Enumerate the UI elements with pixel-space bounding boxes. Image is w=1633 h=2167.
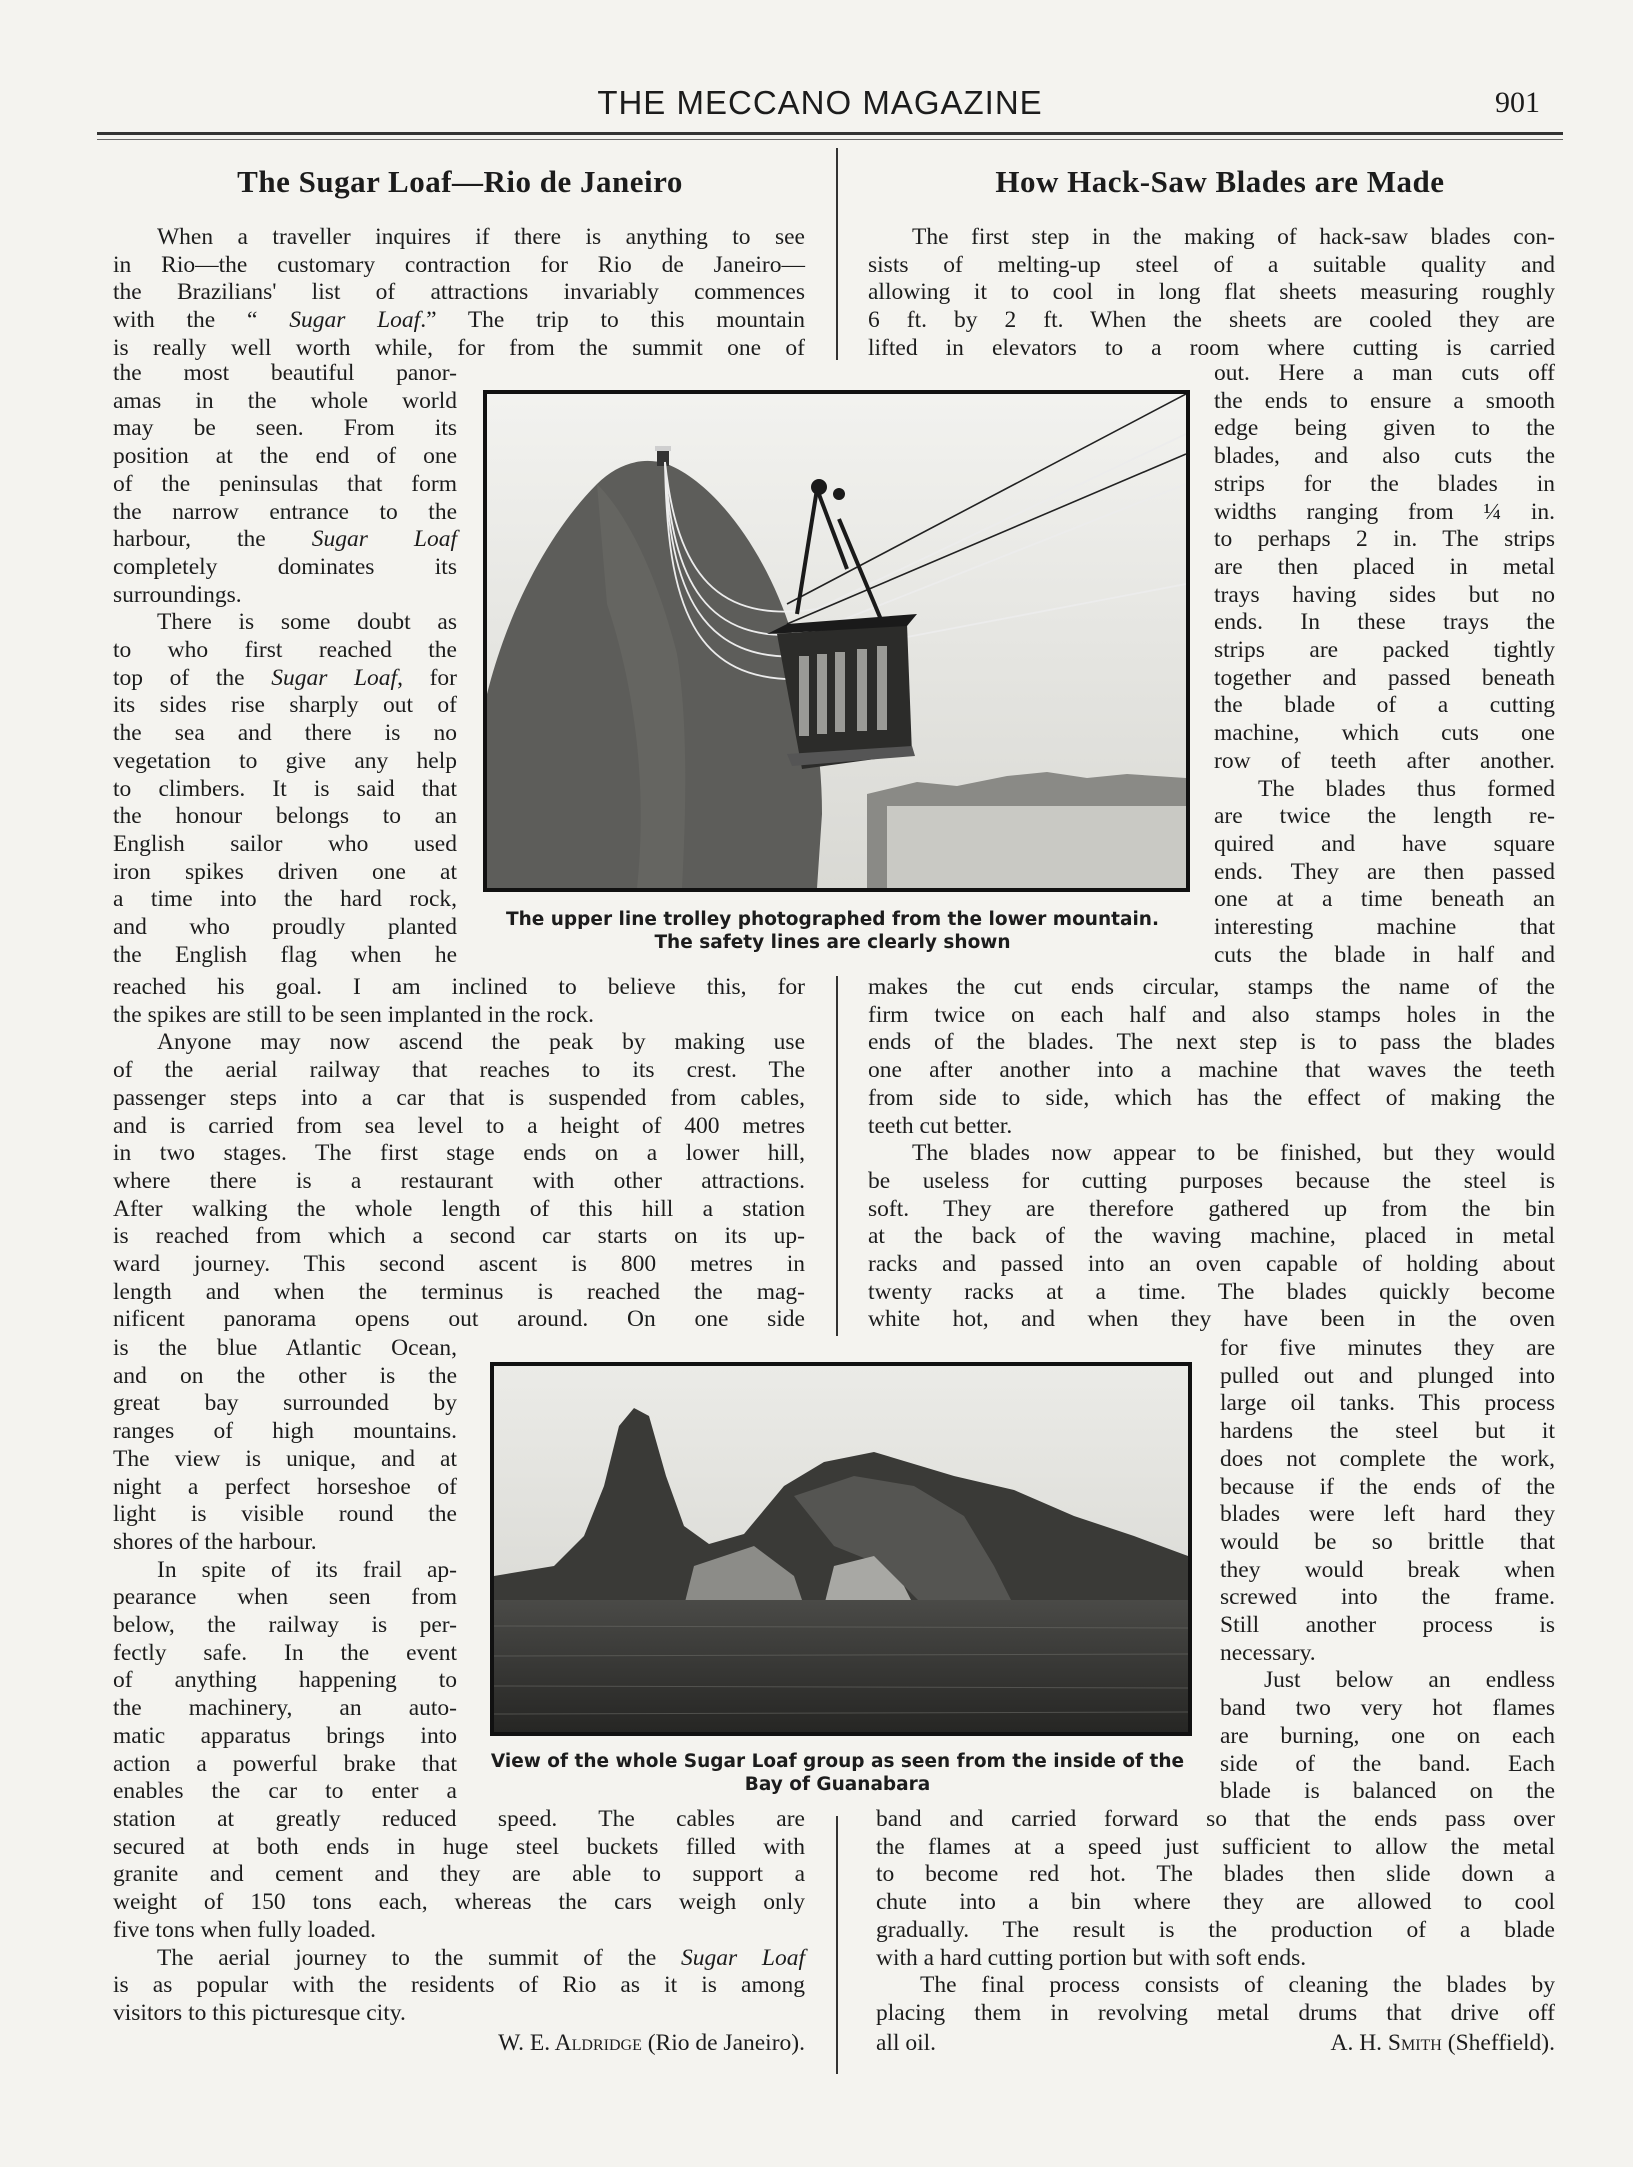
text-line: iron spikes driven one at — [113, 858, 457, 885]
header-rule-thin — [97, 139, 1563, 140]
text-line: The view is unique, and at — [113, 1445, 457, 1472]
text-line: hardens the steel but it — [1220, 1418, 1555, 1445]
column-divider-middle — [836, 976, 838, 1336]
text-line: does not complete the work, — [1220, 1445, 1555, 1472]
text-line: reached his goal. I am inclined to believe this, for — [113, 974, 805, 1000]
text-line: the honour belongs to an — [113, 803, 457, 830]
right-bottom-text — [876, 1806, 1555, 2028]
text-line: fectly safe. In the event — [113, 1639, 457, 1666]
text-line: the narrow entrance to the — [113, 498, 457, 525]
text-line: When a traveller inquires if there is anything to see — [157, 224, 805, 250]
text-line: chute into a bin where they are allowed to cool — [876, 1889, 1555, 1916]
text-line: blades were left hard they — [1220, 1501, 1555, 1528]
text-line: gradually. The result is the production of a blade — [876, 1916, 1555, 1943]
text-line: one at a time beneath an — [1214, 886, 1555, 913]
text-line: vegetation to give any help — [113, 747, 457, 774]
text-line: top of the Sugar Loaf, for — [113, 664, 457, 691]
right-author: A. H. Smith — [1330, 2030, 1442, 2056]
text-line: and who proudly planted — [113, 914, 457, 941]
text-line: band and carried forward so that the ends pass over — [876, 1806, 1555, 1832]
text-line: to perhaps 2 in. The strips — [1214, 526, 1555, 553]
text-line: shores of the harbour. — [113, 1528, 317, 1555]
bay-photo-image — [494, 1366, 1188, 1732]
text-line: of the aerial railway that reaches to its crest. The — [113, 1057, 805, 1084]
right-top-text — [868, 224, 1555, 363]
header-rule — [97, 132, 1563, 135]
text-line: surroundings. — [113, 581, 242, 608]
text-line: visitors to this picturesque city. — [113, 1999, 406, 2026]
column-divider-bottom — [836, 1816, 838, 2074]
text-line: the ends to ensure a smooth — [1214, 387, 1555, 414]
text-line: at the back of the waving machine, placed in metal — [868, 1223, 1555, 1250]
text-line: nificent panorama opens out around. On one side — [113, 1306, 805, 1333]
text-line: to climbers. It is said that — [113, 775, 457, 802]
trolley-caption-line-1: The upper line trolley photographed from the lower mountain. — [505, 909, 1159, 930]
trolley-photo-image — [487, 394, 1186, 888]
text-line: strips for the blades in — [1214, 470, 1555, 497]
text-line: firm twice on each half and also stamps holes in the — [868, 1001, 1555, 1028]
text-line: secured at both ends in huge steel buckets filled with — [113, 1833, 805, 1860]
text-line: with the “ Sugar Loaf.” The trip to this mountain — [113, 307, 805, 334]
text-line: The blades now appear to be finished, but they would — [912, 1140, 1555, 1167]
text-line: 6 ft. by 2 ft. When the sheets are cooled they are — [868, 307, 1555, 334]
text-line: strips are packed tightly — [1214, 637, 1555, 664]
trolley-caption-line-2: The safety lines are clearly shown — [654, 932, 1011, 953]
text-line: racks and passed into an oven capable of holding about — [868, 1251, 1555, 1278]
magazine-title: THE MECCANO MAGAZINE — [597, 84, 1043, 121]
text-line: to who first reached the — [113, 637, 457, 664]
text-line: is as popular with the residents of Rio as it is among — [113, 1972, 805, 1999]
text-line: to become red hot. The blades then slide down a — [876, 1861, 1555, 1888]
text-line: trays having sides but no — [1214, 581, 1555, 608]
text-line: placing them in revolving metal drums that drive off — [876, 1999, 1555, 2026]
masthead — [100, 84, 1540, 134]
text-line: ends. In these trays the — [1214, 609, 1555, 636]
text-line: of the peninsulas that form — [113, 470, 457, 497]
text-line: teeth cut better. — [868, 1112, 1013, 1139]
text-line: is the blue Atlantic Ocean, — [113, 1335, 457, 1361]
text-line: the blade of a cutting — [1214, 692, 1555, 719]
text-line: are twice the length re- — [1214, 803, 1555, 830]
text-line: Just below an endless — [1264, 1667, 1555, 1694]
text-line: screwed into the frame. — [1220, 1584, 1555, 1611]
text-line: is really well worth while, for from the summit one of — [113, 334, 805, 361]
text-line: great bay surrounded by — [113, 1390, 457, 1417]
text-line: are burning, one on each — [1220, 1722, 1555, 1749]
text-line: where there is a restaurant with other attractions. — [113, 1167, 805, 1194]
text-line: a time into the hard rock, — [113, 886, 457, 913]
text-line: is reached from which a second car starts on its up- — [113, 1223, 805, 1250]
text-line: ranges of high mountains. — [113, 1418, 457, 1445]
text-line: The final process consists of cleaning the blades by — [920, 1972, 1555, 1999]
text-line: blade is balanced on the — [1220, 1778, 1555, 1805]
text-line: The first step in the making of hack-saw blades con- — [912, 224, 1555, 250]
text-line: night a perfect horseshoe of — [113, 1473, 457, 1500]
text-line: makes the cut ends circular, stamps the name of the — [868, 974, 1555, 1000]
text-line: ward journey. This second ascent is 800 metres in — [113, 1251, 805, 1278]
page-number: 901 — [1495, 86, 1540, 119]
text-line: In spite of its frail ap- — [157, 1556, 457, 1583]
left-narrow-text-2 — [113, 1335, 457, 1806]
text-line: with a hard cutting portion but with soft ends. — [876, 1944, 1307, 1971]
text-line: There is some doubt as — [157, 609, 457, 636]
text-line: one after another into a machine that waves the teeth — [868, 1057, 1555, 1084]
bay-caption-line-2: Bay of Guanabara — [744, 1774, 931, 1795]
text-line: five tons when fully loaded. — [113, 1916, 377, 1943]
text-line: light is visible round the — [113, 1501, 457, 1528]
text-line: are then placed in metal — [1214, 553, 1555, 580]
text-line: soft. They are therefore gathered up from the bin — [868, 1195, 1555, 1222]
text-line: cuts the blade in half and — [1214, 941, 1555, 968]
text-line: they would break when — [1220, 1556, 1555, 1583]
text-line: length and when the terminus is reached the mag- — [113, 1278, 805, 1305]
bay-caption — [470, 1750, 1205, 1796]
text-line: pulled out and plunged into — [1220, 1362, 1555, 1389]
text-line: white hot, and when they have been in the oven — [868, 1306, 1555, 1333]
text-line: from side to side, which has the effect of making the — [868, 1084, 1555, 1111]
left-bottom-text — [113, 1806, 805, 2028]
left-top-text — [113, 224, 805, 363]
text-line: Still another process is — [1220, 1612, 1555, 1639]
bay-caption-line-1: View of the whole Sugar Loaf group as seen from the inside of the — [490, 1751, 1185, 1772]
text-line: blades, and also cuts the — [1214, 443, 1555, 470]
right-last-words: all oil. — [876, 2030, 937, 2056]
left-narrow-text-1 — [113, 360, 457, 969]
text-line: interesting machine that — [1214, 914, 1555, 941]
text-line: of anything happening to — [113, 1667, 457, 1694]
text-line: lifted in elevators to a room where cutting is carried — [868, 334, 1555, 361]
text-line: passenger steps into a car that is suspended from cables, — [113, 1084, 805, 1111]
text-line: because if the ends of the — [1220, 1473, 1555, 1500]
text-line: together and passed beneath — [1214, 664, 1555, 691]
trolley-photo — [483, 390, 1190, 892]
text-line: The blades thus formed — [1258, 775, 1555, 802]
right-narrow-text-2 — [1220, 1335, 1555, 1806]
text-line: amas in the whole world — [113, 387, 457, 414]
text-line: weight of 150 tons each, whereas the cars weigh only — [113, 1889, 805, 1916]
text-line: harbour, the Sugar Loaf — [113, 526, 457, 553]
text-line: the flames at a speed just sufficient to allow the metal — [876, 1833, 1555, 1860]
right-middle-text — [868, 974, 1555, 1334]
text-line: and on the other is the — [113, 1362, 457, 1389]
text-line: be useless for cutting purposes because the steel is — [868, 1167, 1555, 1194]
text-line: machine, which cuts one — [1214, 720, 1555, 747]
right-author-place: (Sheffield). — [1447, 2030, 1555, 2056]
left-author-place: (Rio de Janeiro). — [647, 2030, 805, 2056]
text-line: in Rio—the customary contraction for Rio de Janeiro— — [113, 251, 805, 278]
text-line: and is carried from sea level to a height of 400 metres — [113, 1112, 805, 1139]
text-line: row of teeth after another. — [1214, 747, 1555, 774]
text-line: sists of melting-up steel of a suitable quality and — [868, 251, 1555, 278]
text-line: quired and have square — [1214, 830, 1555, 857]
bay-photo — [490, 1362, 1192, 1736]
text-line: in two stages. The first stage ends on a lower hill, — [113, 1140, 805, 1167]
text-line: completely dominates its — [113, 553, 457, 580]
text-line: matic apparatus brings into — [113, 1722, 457, 1749]
text-line: twenty racks at a time. The blades quickly become — [868, 1278, 1555, 1305]
left-middle-text — [113, 974, 805, 1334]
text-line: station at greatly reduced speed. The cables are — [113, 1806, 805, 1832]
trolley-caption — [470, 908, 1195, 954]
text-line: the Brazilians' list of attractions invariably commences — [113, 279, 805, 306]
text-line: granite and cement and they are able to support a — [113, 1861, 805, 1888]
text-line: allowing it to cool in long flat sheets measuring roughly — [868, 279, 1555, 306]
text-line: pearance when seen from — [113, 1584, 457, 1611]
right-article-heading: How Hack-Saw Blades are Made — [995, 164, 1445, 199]
text-line: enables the car to enter a — [113, 1778, 457, 1805]
text-line: edge being given to the — [1214, 415, 1555, 442]
right-narrow-text-1 — [1214, 360, 1555, 969]
text-line: the sea and there is no — [113, 720, 457, 747]
text-line: necessary. — [1220, 1639, 1316, 1666]
text-line: The aerial journey to the summit of the Sugar Loaf — [157, 1944, 805, 1971]
text-line: may be seen. From its — [113, 415, 457, 442]
text-line: ends. They are then passed — [1214, 858, 1555, 885]
text-line: below, the railway is per- — [113, 1612, 457, 1639]
text-line: English sailor who used — [113, 830, 457, 857]
text-line: ends of the blades. The next step is to pass the blades — [868, 1029, 1555, 1056]
left-article-heading: The Sugar Loaf—Rio de Janeiro — [237, 164, 683, 199]
text-line: the most beautiful panor- — [113, 360, 457, 386]
text-line: the machinery, an auto- — [113, 1695, 457, 1722]
text-line: position at the end of one — [113, 443, 457, 470]
column-divider-top — [836, 148, 838, 360]
text-line: action a powerful brake that — [113, 1750, 457, 1777]
text-line: large oil tanks. This process — [1220, 1390, 1555, 1417]
text-line: After walking the whole length of this hill a station — [113, 1195, 805, 1222]
text-line: side of the band. Each — [1220, 1750, 1555, 1777]
text-line: band two very hot flames — [1220, 1695, 1555, 1722]
text-line: Anyone may now ascend the peak by making use — [157, 1029, 805, 1056]
text-line: its sides rise sharply out of — [113, 692, 457, 719]
text-line: the English flag when he — [113, 941, 457, 968]
left-author: W. E. Aldridge — [498, 2030, 642, 2056]
text-line: widths ranging from ¼ in. — [1214, 498, 1555, 525]
left-byline — [113, 2030, 805, 2058]
text-line: out. Here a man cuts off — [1214, 360, 1555, 386]
text-line: would be so brittle that — [1220, 1528, 1555, 1555]
text-line: the spikes are still to be seen implanted in the rock. — [113, 1001, 594, 1028]
text-line: for five minutes they are — [1220, 1335, 1555, 1361]
right-byline — [876, 2030, 1555, 2058]
